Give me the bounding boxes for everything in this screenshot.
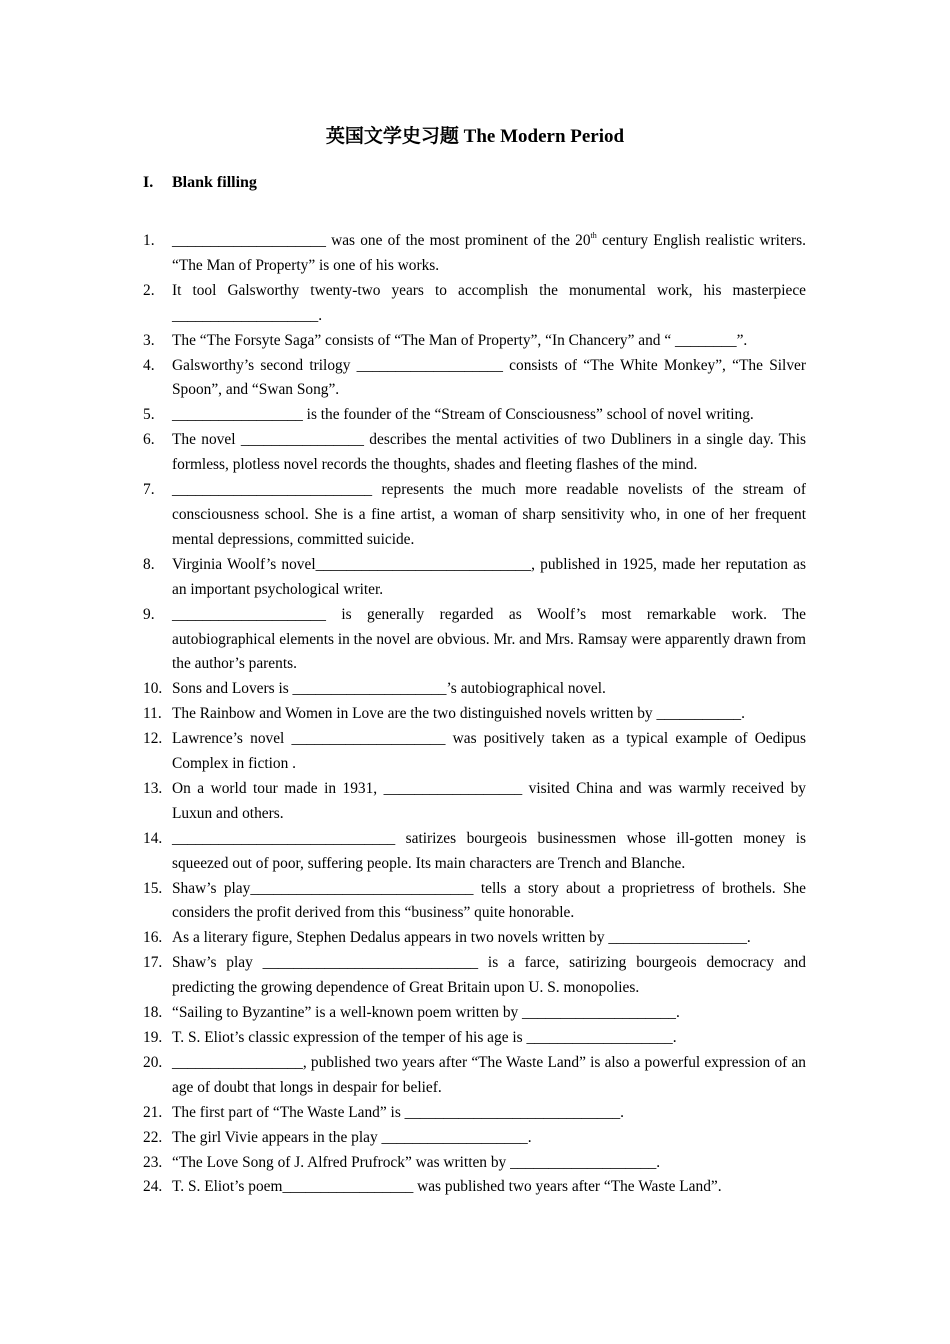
question-number: 7. xyxy=(143,481,155,499)
question-number: 12. xyxy=(143,730,163,748)
question-text: Lawrence’s novel ____________________ was positively taken as a typical example of Oedipus Complex in fiction . xyxy=(172,730,806,773)
question-number: 23. xyxy=(143,1153,163,1171)
question-text: ____________________ is generally regarded as Woolf’s most remarkable work. The autobiographical elements in the novel are obvious. Mr. and Mrs. Ramsay were apparently drawn from the author’s parents. xyxy=(172,605,806,673)
question-text: _____________________________ satirizes bourgeois businessmen whose ill-gotten money is squeezed out of poor, suffering people. Its main characters are Trench and Blanche. xyxy=(172,829,806,872)
question-number: 18. xyxy=(143,1004,163,1022)
question-number: 13. xyxy=(143,779,163,797)
question-item xyxy=(143,926,806,951)
question-text: On a world tour made in 1931, __________________ visited China and was warmly received by Luxun and others. xyxy=(172,779,806,822)
question-text: Galsworthy’s second trilogy ___________________ consists of “The White Monkey”, “The Silver Spoon”, and “Swan Song”. xyxy=(172,356,806,399)
question-number: 11. xyxy=(143,705,162,723)
section-number: I. xyxy=(143,174,154,191)
question-text: “The Love Song of J. Alfred Prufrock” was written by ___________________. xyxy=(172,1153,661,1171)
section-heading xyxy=(143,171,257,195)
question-text: Virginia Woolf’s novel____________________________, published in 1925, made her reputation as an important psychological writer. xyxy=(172,555,806,598)
question-text: The Rainbow and Women in Love are the two distinguished novels written by ___________. xyxy=(172,705,745,723)
question-item xyxy=(143,1126,806,1151)
question-list xyxy=(143,229,806,1200)
page-title: 英国文学史习题 The Modern Period xyxy=(325,126,625,147)
question-number: 20. xyxy=(143,1053,163,1071)
section-title: Blank filling xyxy=(172,174,257,191)
question-text: As a literary figure, Stephen Dedalus appears in two novels written by __________________. xyxy=(172,929,751,947)
question-number: 5. xyxy=(143,406,155,424)
question-text: “Sailing to Byzantine” is a well-known poem written by ____________________. xyxy=(172,1004,680,1022)
question-text: T. S. Eliot’s classic expression of the temper of his age is ___________________. xyxy=(172,1029,677,1046)
question-number: 22. xyxy=(143,1128,163,1146)
question-text: It tool Galsworthy twenty-two years to accomplish the monumental work, his masterpiece ___________________. xyxy=(172,281,806,324)
question-text: Sons and Lovers is ____________________’s autobiographical novel. xyxy=(172,680,606,698)
question-item xyxy=(143,677,806,702)
question-item xyxy=(143,777,806,827)
question-number: 4. xyxy=(143,356,155,374)
question-number: 24. xyxy=(143,1178,163,1196)
question-text: _________________, published two years after “The Waste Land” is also a powerful expression of an age of doubt that longs in despair for belief. xyxy=(172,1053,806,1096)
question-item xyxy=(143,1175,806,1200)
question-number: 9. xyxy=(143,605,155,623)
question-item xyxy=(143,1001,806,1026)
question-item xyxy=(143,1151,806,1176)
question-item xyxy=(143,727,806,777)
question-item xyxy=(143,603,806,678)
question-item xyxy=(143,279,806,329)
question-text: The “The Forsyte Saga” consists of “The Man of Property”, “In Chancery” and “ ________”. xyxy=(172,331,748,349)
question-number: 3. xyxy=(143,331,155,349)
question-number: 19. xyxy=(143,1029,163,1046)
question-text: The novel ________________ describes the mental activities of two Dubliners in a single day. This formless, plotless novel records the thoughts, shades and fleeting flashes of the mind. xyxy=(172,431,806,474)
question-item xyxy=(143,1051,806,1101)
question-item xyxy=(143,428,806,478)
question-text: The girl Vivie appears in the play ___________________. xyxy=(172,1128,532,1146)
question-number: 10. xyxy=(143,680,163,698)
question-number: 14. xyxy=(143,829,163,847)
question-text: T. S. Eliot’s poem_________________ was published two years after “The Waste Land”. xyxy=(172,1178,722,1196)
question-text: The first part of “The Waste Land” is ____________________________. xyxy=(172,1103,624,1121)
question-text: ____________________ was one of the most prominent of the 20th century English realistic writers. “The Man of Property” is one of his works. xyxy=(172,231,806,274)
question-item xyxy=(143,553,806,603)
question-number: 17. xyxy=(143,954,163,972)
question-item xyxy=(143,877,806,927)
question-number: 8. xyxy=(143,555,155,573)
question-item xyxy=(143,1026,806,1051)
question-item xyxy=(143,229,806,279)
question-item xyxy=(143,702,806,727)
question-text: Shaw’s play ____________________________ is a farce, satirizing bourgeois democracy and predicting the growing dependence of Great Britain upon U. S. monopolies. xyxy=(172,954,806,997)
question-item xyxy=(143,478,806,553)
question-number: 6. xyxy=(143,431,155,449)
superscript: th xyxy=(590,231,597,240)
question-number: 16. xyxy=(143,929,163,947)
question-number: 1. xyxy=(143,232,155,249)
question-text: Shaw’s play_____________________________ tells a story about a proprietress of brothels. She considers the profit derived from this “business” quite honorable. xyxy=(172,879,806,922)
question-item xyxy=(143,354,806,404)
question-number: 21. xyxy=(143,1103,163,1121)
question-number: 2. xyxy=(143,281,155,299)
question-text: __________________________ represents the much more readable novelists of the stream of consciousness school. She is a fine artist, a woman of sharp sensitivity who, in one of her frequent mental depressions, committed suicide. xyxy=(172,481,806,548)
question-item xyxy=(143,1101,806,1126)
question-number: 15. xyxy=(143,879,163,897)
question-item xyxy=(143,827,806,877)
question-item xyxy=(143,951,806,1001)
question-text: _________________ is the founder of the “Stream of Consciousness” school of novel writing. xyxy=(172,406,754,424)
question-item xyxy=(143,403,806,428)
question-item xyxy=(143,329,806,354)
